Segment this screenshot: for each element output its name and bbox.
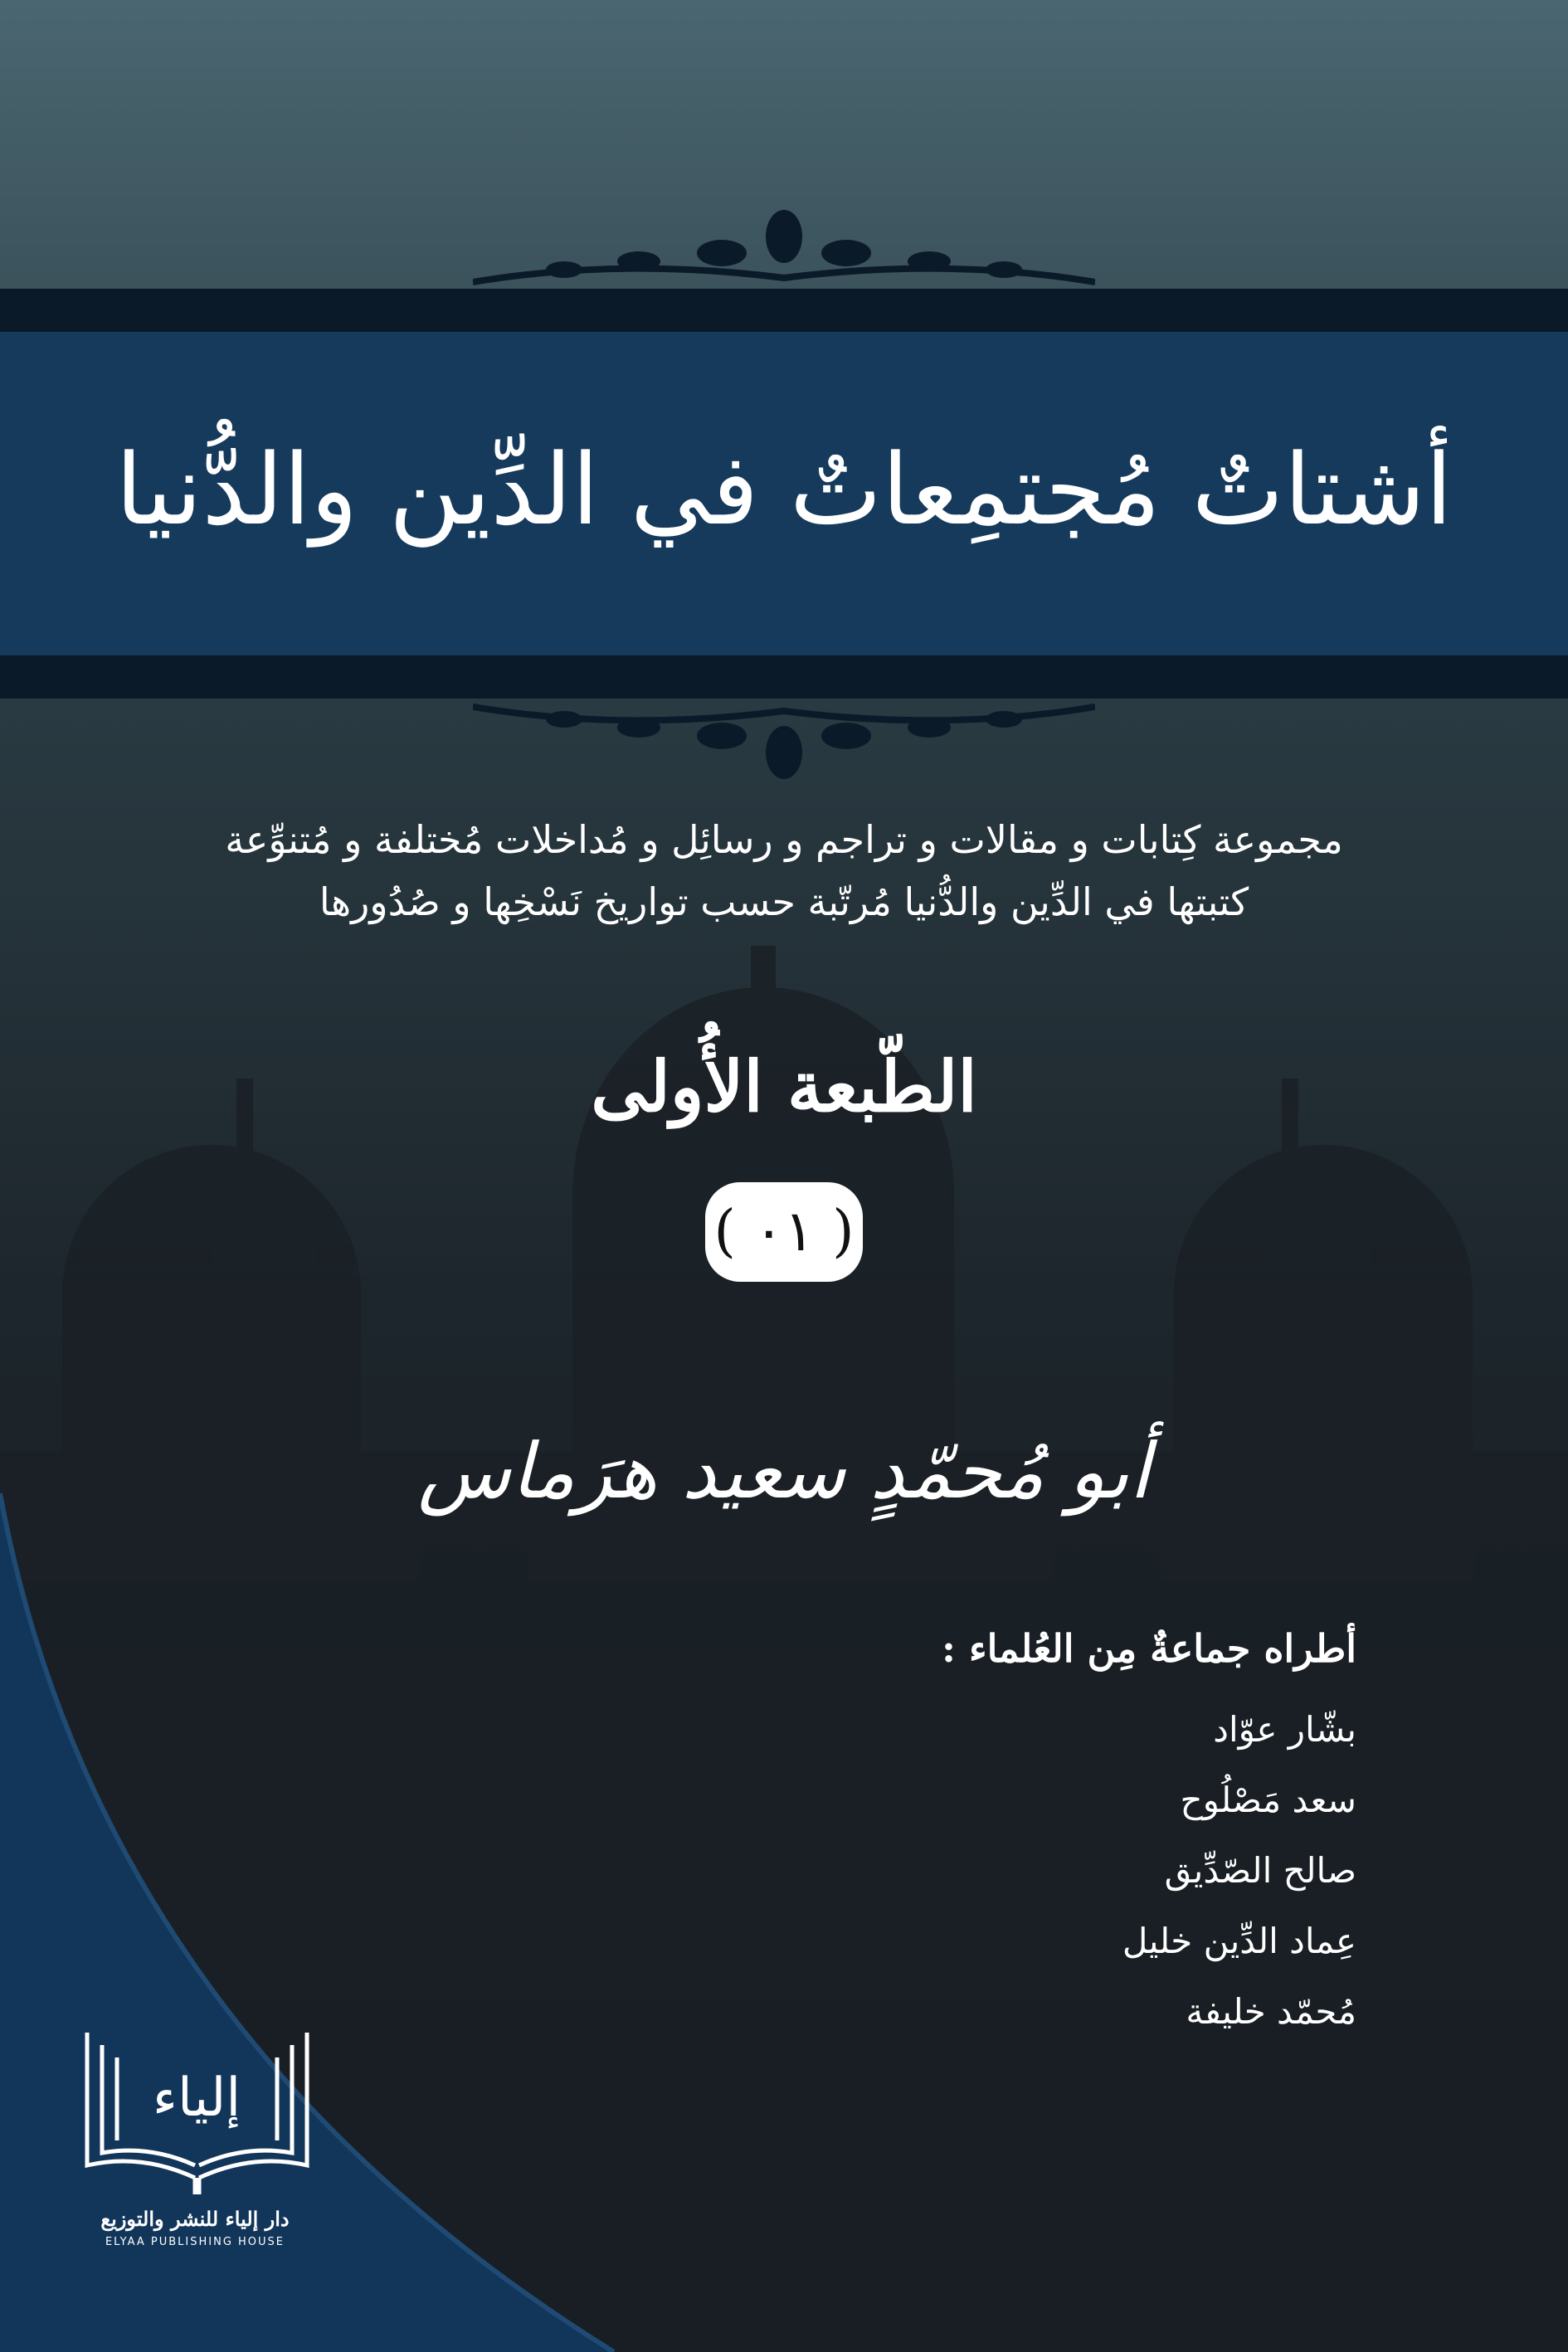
publisher-logo-icon: [79, 1999, 315, 2207]
publisher-name-en: ELYAA PUBLISHING HOUSE: [105, 2236, 285, 2248]
edition-label: الطّبعة الأُولى: [591, 1045, 977, 1127]
reviewer-item: سعد مَصْلُوح: [1180, 1780, 1356, 1820]
subtitle-line-2: كتبتها في الدِّين والدُّنيا مُرتّبة حسب تواريخ نَسْخِها و صُدُورها: [319, 879, 1249, 924]
ornament-bottom-icon: [473, 699, 1095, 782]
band-top-dark: [0, 289, 1568, 332]
ornament-top-icon: [473, 207, 1095, 290]
publisher-name-ar: دار إلياء للنشر والتوزيع: [100, 2207, 290, 2231]
book-title: أشتاتٌ مُجتمِعاتٌ في الدِّين والدُّنيا: [115, 432, 1453, 547]
author-name: أبو مُحمّدٍ سعيد هرَماس: [417, 1427, 1151, 1516]
logo-text: إلياء: [152, 2067, 241, 2129]
reviewer-item: عِماد الدِّين خليل: [1122, 1921, 1356, 1961]
reviewers-heading: أطراه جماعةٌ مِن العُلماء :: [942, 1626, 1356, 1671]
volume-number: ( ٠١ ): [713, 1199, 855, 1264]
reviewer-item: مُحمّد خليفة: [1186, 1991, 1356, 2032]
subtitle-line-1: مجموعة كِتابات و مقالات و تراجم و رسائِل و مُداخلات مُختلفة و مُتنوِّعة: [225, 817, 1343, 862]
reviewer-item: صالح الصّدِّيق: [1164, 1850, 1356, 1891]
band-bottom-dark: [0, 655, 1568, 699]
reviewer-item: بشّار عوّاد: [1213, 1709, 1356, 1750]
